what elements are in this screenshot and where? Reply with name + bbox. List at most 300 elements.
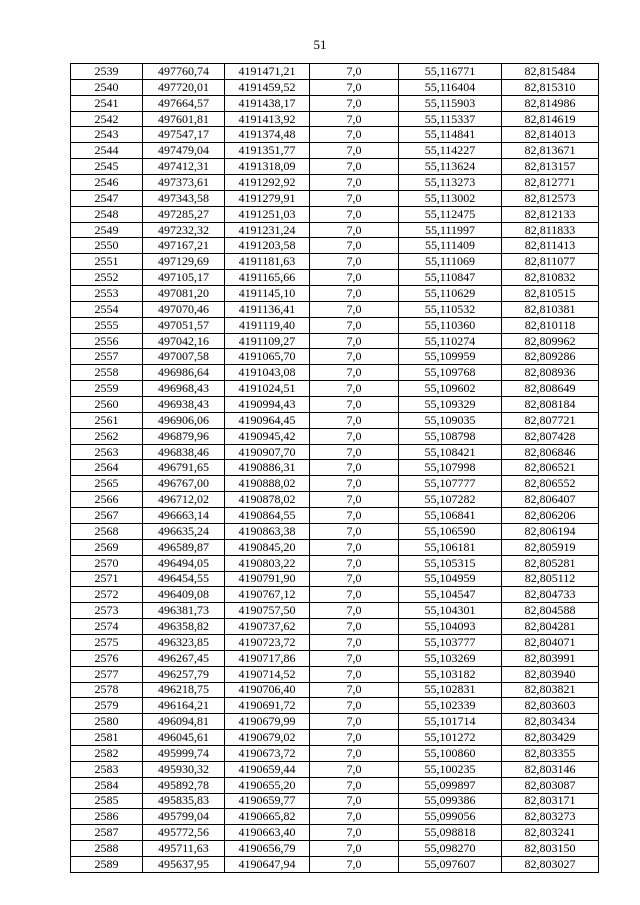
point-number-cell: 2574 [71,619,143,635]
y-coordinate-cell: 4190994,43 [225,397,310,413]
table-row [71,159,599,175]
point-number-cell: 2588 [71,841,143,857]
point-number-cell: 2551 [71,254,143,270]
point-number-cell: 2573 [71,603,143,619]
latitude-cell: 55,100235 [399,761,502,777]
latitude-cell: 55,099056 [399,809,502,825]
value-cell: 7,0 [310,619,399,635]
table-row [71,412,599,428]
latitude-cell: 55,111069 [399,254,502,270]
x-coordinate-cell: 497547,17 [143,127,225,143]
table-row [71,254,599,270]
value-cell: 7,0 [310,206,399,222]
y-coordinate-cell: 4190656,79 [225,841,310,857]
latitude-cell: 55,098818 [399,825,502,841]
x-coordinate-cell: 496767,00 [143,476,225,492]
point-number-cell: 2541 [71,95,143,111]
table-row [71,841,599,857]
value-cell: 7,0 [310,539,399,555]
longitude-cell: 82,815310 [502,79,599,95]
latitude-cell: 55,115903 [399,95,502,111]
y-coordinate-cell: 4190723,72 [225,634,310,650]
y-coordinate-cell: 4190907,70 [225,444,310,460]
latitude-cell: 55,116771 [399,64,502,80]
longitude-cell: 82,812771 [502,175,599,191]
latitude-cell: 55,113624 [399,159,502,175]
latitude-cell: 55,115337 [399,111,502,127]
y-coordinate-cell: 4190888,02 [225,476,310,492]
x-coordinate-cell: 496838,46 [143,444,225,460]
latitude-cell: 55,104547 [399,587,502,603]
table-row [71,508,599,524]
latitude-cell: 55,101272 [399,730,502,746]
latitude-cell: 55,112475 [399,206,502,222]
x-coordinate-cell: 497070,46 [143,301,225,317]
table-row [71,539,599,555]
longitude-cell: 82,811413 [502,238,599,254]
longitude-cell: 82,804071 [502,634,599,650]
y-coordinate-cell: 4191251,03 [225,206,310,222]
y-coordinate-cell: 4190878,02 [225,492,310,508]
latitude-cell: 55,110274 [399,333,502,349]
value-cell: 7,0 [310,841,399,857]
x-coordinate-cell: 497167,21 [143,238,225,254]
point-number-cell: 2565 [71,476,143,492]
latitude-cell: 55,105315 [399,555,502,571]
longitude-cell: 82,809286 [502,349,599,365]
y-coordinate-cell: 4190691,72 [225,698,310,714]
point-number-cell: 2543 [71,127,143,143]
value-cell: 7,0 [310,254,399,270]
y-coordinate-cell: 4191292,92 [225,175,310,191]
latitude-cell: 55,113273 [399,175,502,191]
latitude-cell: 55,114841 [399,127,502,143]
point-number-cell: 2577 [71,666,143,682]
value-cell: 7,0 [310,428,399,444]
longitude-cell: 82,806846 [502,444,599,460]
y-coordinate-cell: 4190717,86 [225,650,310,666]
y-coordinate-cell: 4191203,58 [225,238,310,254]
x-coordinate-cell: 495930,32 [143,761,225,777]
latitude-cell: 55,108421 [399,444,502,460]
y-coordinate-cell: 4191024,51 [225,381,310,397]
y-coordinate-cell: 4190665,82 [225,809,310,825]
y-coordinate-cell: 4190964,45 [225,412,310,428]
table-row [71,745,599,761]
y-coordinate-cell: 4191145,10 [225,286,310,302]
point-number-cell: 2539 [71,64,143,80]
latitude-cell: 55,109959 [399,349,502,365]
latitude-cell: 55,109602 [399,381,502,397]
table-row [71,825,599,841]
value-cell: 7,0 [310,492,399,508]
y-coordinate-cell: 4190803,22 [225,555,310,571]
table-row [71,650,599,666]
value-cell: 7,0 [310,571,399,587]
latitude-cell: 55,106841 [399,508,502,524]
latitude-cell: 55,106590 [399,523,502,539]
longitude-cell: 82,806552 [502,476,599,492]
longitude-cell: 82,810515 [502,286,599,302]
x-coordinate-cell: 497479,04 [143,143,225,159]
longitude-cell: 82,807428 [502,428,599,444]
y-coordinate-cell: 4191136,41 [225,301,310,317]
table-row [71,587,599,603]
table-row [71,476,599,492]
value-cell: 7,0 [310,143,399,159]
longitude-cell: 82,803603 [502,698,599,714]
table-row [71,809,599,825]
longitude-cell: 82,813671 [502,143,599,159]
table-row [71,222,599,238]
value-cell: 7,0 [310,127,399,143]
y-coordinate-cell: 4190663,40 [225,825,310,841]
y-coordinate-cell: 4190886,31 [225,460,310,476]
x-coordinate-cell: 496164,21 [143,698,225,714]
longitude-cell: 82,814986 [502,95,599,111]
longitude-cell: 82,810381 [502,301,599,317]
point-number-cell: 2559 [71,381,143,397]
value-cell: 7,0 [310,761,399,777]
coordinates-table-body [71,64,599,873]
y-coordinate-cell: 4191065,70 [225,349,310,365]
longitude-cell: 82,804588 [502,603,599,619]
x-coordinate-cell: 495835,83 [143,793,225,809]
longitude-cell: 82,803429 [502,730,599,746]
table-row [71,555,599,571]
longitude-cell: 82,803940 [502,666,599,682]
point-number-cell: 2542 [71,111,143,127]
point-number-cell: 2561 [71,412,143,428]
y-coordinate-cell: 4191119,40 [225,317,310,333]
x-coordinate-cell: 496712,02 [143,492,225,508]
value-cell: 7,0 [310,111,399,127]
table-row [71,793,599,809]
longitude-cell: 82,803150 [502,841,599,857]
point-number-cell: 2571 [71,571,143,587]
x-coordinate-cell: 496257,79 [143,666,225,682]
table-row [71,64,599,80]
point-number-cell: 2570 [71,555,143,571]
table-row [71,634,599,650]
x-coordinate-cell: 497042,16 [143,333,225,349]
y-coordinate-cell: 4190791,90 [225,571,310,587]
x-coordinate-cell: 496218,75 [143,682,225,698]
table-row [71,682,599,698]
point-number-cell: 2546 [71,175,143,191]
y-coordinate-cell: 4190673,72 [225,745,310,761]
value-cell: 7,0 [310,333,399,349]
value-cell: 7,0 [310,301,399,317]
latitude-cell: 55,104959 [399,571,502,587]
value-cell: 7,0 [310,317,399,333]
longitude-cell: 82,804281 [502,619,599,635]
point-number-cell: 2585 [71,793,143,809]
table-row [71,444,599,460]
latitude-cell: 55,104301 [399,603,502,619]
value-cell: 7,0 [310,79,399,95]
x-coordinate-cell: 496323,85 [143,634,225,650]
point-number-cell: 2553 [71,286,143,302]
point-number-cell: 2550 [71,238,143,254]
longitude-cell: 82,806521 [502,460,599,476]
value-cell: 7,0 [310,365,399,381]
value-cell: 7,0 [310,555,399,571]
value-cell: 7,0 [310,698,399,714]
y-coordinate-cell: 4190945,42 [225,428,310,444]
longitude-cell: 82,805919 [502,539,599,555]
latitude-cell: 55,110360 [399,317,502,333]
x-coordinate-cell: 496358,82 [143,619,225,635]
longitude-cell: 82,803273 [502,809,599,825]
latitude-cell: 55,102339 [399,698,502,714]
point-number-cell: 2557 [71,349,143,365]
longitude-cell: 82,807721 [502,412,599,428]
x-coordinate-cell: 497720,01 [143,79,225,95]
value-cell: 7,0 [310,238,399,254]
x-coordinate-cell: 495999,74 [143,745,225,761]
x-coordinate-cell: 497760,74 [143,64,225,80]
longitude-cell: 82,812573 [502,190,599,206]
value-cell: 7,0 [310,190,399,206]
y-coordinate-cell: 4191471,21 [225,64,310,80]
point-number-cell: 2552 [71,270,143,286]
latitude-cell: 55,108798 [399,428,502,444]
value-cell: 7,0 [310,476,399,492]
longitude-cell: 82,804733 [502,587,599,603]
point-number-cell: 2544 [71,143,143,159]
x-coordinate-cell: 496906,06 [143,412,225,428]
longitude-cell: 82,803355 [502,745,599,761]
point-number-cell: 2566 [71,492,143,508]
table-row [71,460,599,476]
value-cell: 7,0 [310,809,399,825]
longitude-cell: 82,815484 [502,64,599,80]
y-coordinate-cell: 4191438,17 [225,95,310,111]
y-coordinate-cell: 4190679,99 [225,714,310,730]
y-coordinate-cell: 4190679,02 [225,730,310,746]
longitude-cell: 82,810118 [502,317,599,333]
longitude-cell: 82,805112 [502,571,599,587]
x-coordinate-cell: 497129,69 [143,254,225,270]
point-number-cell: 2547 [71,190,143,206]
x-coordinate-cell: 497601,81 [143,111,225,127]
table-row [71,428,599,444]
value-cell: 7,0 [310,714,399,730]
value-cell: 7,0 [310,412,399,428]
latitude-cell: 55,111409 [399,238,502,254]
latitude-cell: 55,116404 [399,79,502,95]
y-coordinate-cell: 4190845,20 [225,539,310,555]
x-coordinate-cell: 497343,58 [143,190,225,206]
point-number-cell: 2549 [71,222,143,238]
latitude-cell: 55,104093 [399,619,502,635]
latitude-cell: 55,099897 [399,777,502,793]
y-coordinate-cell: 4191318,09 [225,159,310,175]
table-row [71,397,599,413]
y-coordinate-cell: 4190737,62 [225,619,310,635]
value-cell: 7,0 [310,381,399,397]
y-coordinate-cell: 4191109,27 [225,333,310,349]
value-cell: 7,0 [310,682,399,698]
x-coordinate-cell: 496938,43 [143,397,225,413]
table-row [71,714,599,730]
latitude-cell: 55,100860 [399,745,502,761]
longitude-cell: 82,808649 [502,381,599,397]
x-coordinate-cell: 496381,73 [143,603,225,619]
table-row [71,206,599,222]
table-row [71,270,599,286]
value-cell: 7,0 [310,460,399,476]
longitude-cell: 82,803991 [502,650,599,666]
value-cell: 7,0 [310,397,399,413]
point-number-cell: 2578 [71,682,143,698]
longitude-cell: 82,805281 [502,555,599,571]
x-coordinate-cell: 496409,08 [143,587,225,603]
table-row [71,761,599,777]
table-row [71,111,599,127]
point-number-cell: 2556 [71,333,143,349]
table-row [71,317,599,333]
table-row [71,571,599,587]
longitude-cell: 82,803171 [502,793,599,809]
value-cell: 7,0 [310,587,399,603]
x-coordinate-cell: 497412,31 [143,159,225,175]
x-coordinate-cell: 496791,65 [143,460,225,476]
point-number-cell: 2584 [71,777,143,793]
point-number-cell: 2579 [71,698,143,714]
table-row [71,238,599,254]
x-coordinate-cell: 495711,63 [143,841,225,857]
point-number-cell: 2582 [71,745,143,761]
y-coordinate-cell: 4190647,94 [225,856,310,872]
value-cell: 7,0 [310,730,399,746]
point-number-cell: 2580 [71,714,143,730]
y-coordinate-cell: 4191413,92 [225,111,310,127]
table-row [71,730,599,746]
latitude-cell: 55,113002 [399,190,502,206]
x-coordinate-cell: 497232,32 [143,222,225,238]
longitude-cell: 82,803241 [502,825,599,841]
longitude-cell: 82,806407 [502,492,599,508]
table-row [71,381,599,397]
x-coordinate-cell: 497105,17 [143,270,225,286]
x-coordinate-cell: 496986,64 [143,365,225,381]
longitude-cell: 82,808184 [502,397,599,413]
x-coordinate-cell: 496635,24 [143,523,225,539]
latitude-cell: 55,110532 [399,301,502,317]
table-row [71,143,599,159]
y-coordinate-cell: 4191043,08 [225,365,310,381]
y-coordinate-cell: 4190757,50 [225,603,310,619]
longitude-cell: 82,814619 [502,111,599,127]
point-number-cell: 2560 [71,397,143,413]
x-coordinate-cell: 496454,55 [143,571,225,587]
table-row [71,79,599,95]
table-row [71,286,599,302]
y-coordinate-cell: 4191351,77 [225,143,310,159]
value-cell: 7,0 [310,603,399,619]
table-row [71,856,599,872]
y-coordinate-cell: 4190706,40 [225,682,310,698]
latitude-cell: 55,099386 [399,793,502,809]
latitude-cell: 55,107998 [399,460,502,476]
x-coordinate-cell: 497081,20 [143,286,225,302]
y-coordinate-cell: 4190863,38 [225,523,310,539]
longitude-cell: 82,810832 [502,270,599,286]
longitude-cell: 82,803146 [502,761,599,777]
value-cell: 7,0 [310,286,399,302]
longitude-cell: 82,803434 [502,714,599,730]
y-coordinate-cell: 4190655,20 [225,777,310,793]
latitude-cell: 55,109329 [399,397,502,413]
longitude-cell: 82,811077 [502,254,599,270]
longitude-cell: 82,808936 [502,365,599,381]
table-row [71,190,599,206]
value-cell: 7,0 [310,745,399,761]
point-number-cell: 2581 [71,730,143,746]
x-coordinate-cell: 496267,45 [143,650,225,666]
value-cell: 7,0 [310,856,399,872]
table-row [71,666,599,682]
x-coordinate-cell: 497664,57 [143,95,225,111]
point-number-cell: 2554 [71,301,143,317]
table-row [71,349,599,365]
value-cell: 7,0 [310,825,399,841]
x-coordinate-cell: 497051,57 [143,317,225,333]
table-row [71,175,599,191]
value-cell: 7,0 [310,523,399,539]
x-coordinate-cell: 496045,61 [143,730,225,746]
x-coordinate-cell: 496968,43 [143,381,225,397]
x-coordinate-cell: 496663,14 [143,508,225,524]
latitude-cell: 55,103269 [399,650,502,666]
point-number-cell: 2558 [71,365,143,381]
point-number-cell: 2576 [71,650,143,666]
value-cell: 7,0 [310,349,399,365]
x-coordinate-cell: 496494,05 [143,555,225,571]
y-coordinate-cell: 4191279,91 [225,190,310,206]
point-number-cell: 2572 [71,587,143,603]
latitude-cell: 55,109035 [399,412,502,428]
value-cell: 7,0 [310,222,399,238]
y-coordinate-cell: 4191231,24 [225,222,310,238]
point-number-cell: 2586 [71,809,143,825]
point-number-cell: 2545 [71,159,143,175]
y-coordinate-cell: 4190714,52 [225,666,310,682]
latitude-cell: 55,110847 [399,270,502,286]
table-row [71,127,599,143]
point-number-cell: 2567 [71,508,143,524]
x-coordinate-cell: 495799,04 [143,809,225,825]
table-row [71,333,599,349]
y-coordinate-cell: 4190659,77 [225,793,310,809]
table-row [71,523,599,539]
value-cell: 7,0 [310,650,399,666]
value-cell: 7,0 [310,175,399,191]
latitude-cell: 55,109768 [399,365,502,381]
latitude-cell: 55,101714 [399,714,502,730]
latitude-cell: 55,098270 [399,841,502,857]
longitude-cell: 82,811833 [502,222,599,238]
x-coordinate-cell: 495892,78 [143,777,225,793]
page-number: 51 [313,37,327,52]
point-number-cell: 2564 [71,460,143,476]
y-coordinate-cell: 4191181,63 [225,254,310,270]
table-row [71,698,599,714]
table-row [71,603,599,619]
value-cell: 7,0 [310,444,399,460]
